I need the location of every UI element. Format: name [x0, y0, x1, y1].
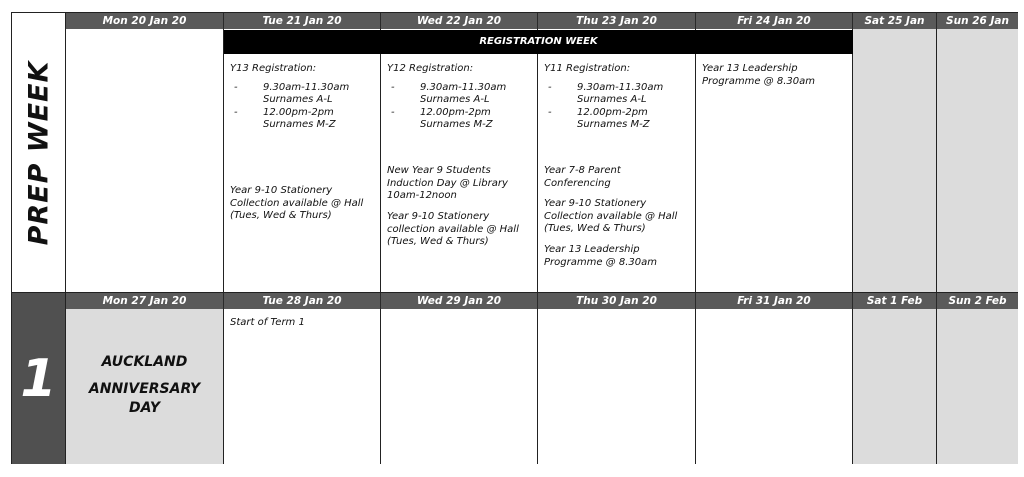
day-cell-mon-27 [66, 309, 224, 464]
event-line: (Tues, Wed & Thurs) [544, 223, 646, 234]
day-header: Fri 31 Jan 20 [696, 293, 853, 309]
day-header: Fri 24 Jan 20 [696, 13, 853, 29]
slot-time: 12.00pm-2pm [577, 106, 648, 118]
day-header: Mon 27 Jan 20 [66, 293, 224, 309]
event-line: Programme @ 8.30am [544, 256, 657, 268]
bullet-dash: - [234, 106, 238, 118]
bullet-dash: - [234, 81, 238, 93]
slot-time: 12.00pm-2pm [420, 106, 491, 118]
registration-week-banner: REGISTRATION WEEK [224, 30, 853, 54]
registration-title: Y12 Registration: [387, 63, 474, 74]
day-cell-thu-23 [538, 29, 696, 292]
day-cell-sat-1 [853, 309, 937, 464]
event-line: (Tues, Wed & Thurs) [387, 236, 489, 247]
slot-names: Surnames A-L [577, 94, 647, 105]
event-line: Year 13 Leadership [544, 244, 640, 255]
event-line: Year 9-10 Stationery [544, 198, 647, 209]
event-line: New Year 9 Students [387, 165, 491, 176]
day-header: Sat 1 Feb [853, 293, 937, 309]
induction-event [387, 165, 533, 203]
slot-names: Surnames M-Z [420, 119, 493, 130]
event-line: Programme @ 8.30am [702, 75, 815, 87]
event-line: Year 9-10 Stationery [387, 211, 490, 222]
day-cell-sun-26 [937, 29, 1018, 292]
public-holiday [66, 353, 223, 418]
day-header: Thu 30 Jan 20 [538, 293, 696, 309]
leadership-event [544, 244, 691, 269]
day-header: Tue 28 Jan 20 [224, 293, 381, 309]
event-line: Collection available @ Hall [230, 197, 364, 209]
day-cell-mon-20 [66, 29, 224, 292]
bullet-dash: - [548, 81, 552, 93]
holiday-line: AUCKLAND [101, 354, 188, 370]
event-line: Collection available @ Hall [544, 210, 678, 222]
prep-week-title: PREP WEEK [23, 60, 54, 245]
slot-time: 9.30am-11.30am [263, 81, 350, 93]
day-header: Thu 23 Jan 20 [538, 13, 696, 29]
slot-names: Surnames A-L [420, 94, 490, 105]
event-line: (Tues, Wed & Thurs) [230, 210, 332, 221]
event-line: collection available @ Hall [387, 223, 519, 235]
week-label-prep [12, 13, 66, 292]
day-cell-wed-29 [381, 309, 538, 464]
event-line: Year 13 Leadership [702, 63, 798, 74]
stationery-event [544, 198, 691, 236]
day-header: Wed 29 Jan 20 [381, 293, 538, 309]
event-line: Conferencing [544, 177, 611, 189]
bullet-dash: - [391, 81, 395, 93]
leadership-event [702, 63, 848, 88]
holiday-line: DAY [129, 400, 160, 416]
day-cell-tue-21 [224, 29, 381, 292]
parent-conferencing-event [544, 165, 691, 190]
calendar [11, 12, 1018, 464]
event-line: Induction Day @ Library [387, 177, 508, 189]
day-cell-tue-28 [224, 309, 381, 464]
start-of-term-event: Start of Term 1 [230, 317, 305, 328]
day-header: Sun 2 Feb [937, 293, 1018, 309]
registration-title: Y13 Registration: [230, 63, 317, 74]
stationery-event [230, 185, 376, 223]
stationery-event [387, 211, 533, 249]
day-cell-fri-24 [696, 29, 853, 292]
day-header: Mon 20 Jan 20 [66, 13, 224, 29]
week-number: 1 [20, 348, 57, 409]
day-cell-sun-2 [937, 309, 1018, 464]
event-line: Year 9-10 Stationery [230, 185, 333, 196]
event-line: 10am-12noon [387, 190, 457, 201]
day-cell-thu-30 [538, 309, 696, 464]
holiday-line: ANNIVERSARY [88, 381, 201, 397]
slot-names: Surnames A-L [263, 94, 333, 105]
day-cell-fri-31 [696, 309, 853, 464]
event-line: Year 7-8 Parent [544, 165, 621, 176]
slot-time: 9.30am-11.30am [577, 81, 664, 93]
day-cell-wed-22 [381, 29, 538, 292]
bullet-dash: - [391, 106, 395, 118]
day-cell-sat-25 [853, 29, 937, 292]
slot-time: 9.30am-11.30am [420, 81, 507, 93]
day-header: Tue 21 Jan 20 [224, 13, 381, 29]
slot-names: Surnames M-Z [577, 119, 650, 130]
slot-time: 12.00pm-2pm [263, 106, 334, 118]
slot-names: Surnames M-Z [263, 119, 336, 130]
day-header: Sat 25 Jan [853, 13, 937, 29]
week-label-1 [12, 293, 66, 464]
day-header: Sun 26 Jan [937, 13, 1018, 29]
day-header: Wed 22 Jan 20 [381, 13, 538, 29]
registration-title: Y11 Registration: [544, 63, 631, 74]
bullet-dash: - [548, 106, 552, 118]
